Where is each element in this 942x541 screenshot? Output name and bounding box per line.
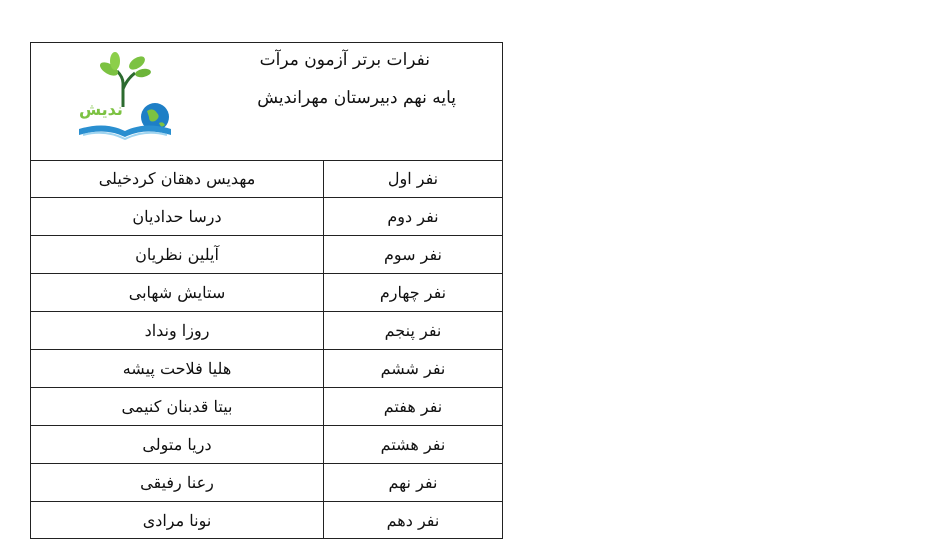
table-row: [31, 312, 502, 350]
rank-label: نفر دهم: [386, 511, 440, 530]
student-name: نونا مرادی: [31, 502, 324, 539]
student-name: روزا وندا‌د: [31, 312, 324, 349]
table-header: [31, 43, 502, 161]
table-row: [31, 236, 502, 274]
student-name: بیتا قدبنان کنیمی: [31, 388, 324, 425]
rank-label: نفر پنجم: [384, 321, 442, 340]
rank-label: نفر نهم: [388, 473, 438, 492]
table-row: [31, 426, 502, 464]
table-row: [31, 502, 502, 540]
rankings-list: [31, 160, 502, 540]
table-row: [31, 198, 502, 236]
logo-text: ندیش: [79, 100, 123, 119]
student-name: رعنا رفیقی: [31, 464, 324, 501]
rank-label: نفر هشتم: [380, 435, 446, 454]
table-row: [31, 350, 502, 388]
student-name: مهدیس دهقان کردخیلی: [31, 160, 324, 197]
rank-label: نفر سوم: [383, 245, 443, 264]
rank-label: نفر هفتم: [383, 397, 443, 416]
rank-label: نفر اول: [387, 169, 439, 188]
page-subtitle: پایه نهم دبیرستان مهراندیش: [257, 88, 456, 108]
table-row: [31, 464, 502, 502]
student-name: ستایش شهابی: [31, 274, 324, 311]
student-name: دریا متولی: [31, 426, 324, 463]
table-row: [31, 160, 502, 198]
student-name: درسا حدادیان: [31, 198, 324, 235]
school-logo: [65, 51, 175, 147]
rank-label: نفر چهارم: [379, 283, 447, 302]
table-row: [31, 388, 502, 426]
results-table: [30, 42, 503, 539]
student-name: هلیا فلاحت پیشه: [31, 350, 324, 387]
page-title: نفرات برتر آزمون مرآت: [259, 50, 430, 70]
tree-book-logo-icon: [65, 51, 175, 147]
student-name: آیلین نظریان: [31, 236, 324, 273]
rank-label: نفر دوم: [387, 207, 439, 226]
rank-label: نفر ششم: [380, 359, 446, 378]
table-row: [31, 274, 502, 312]
